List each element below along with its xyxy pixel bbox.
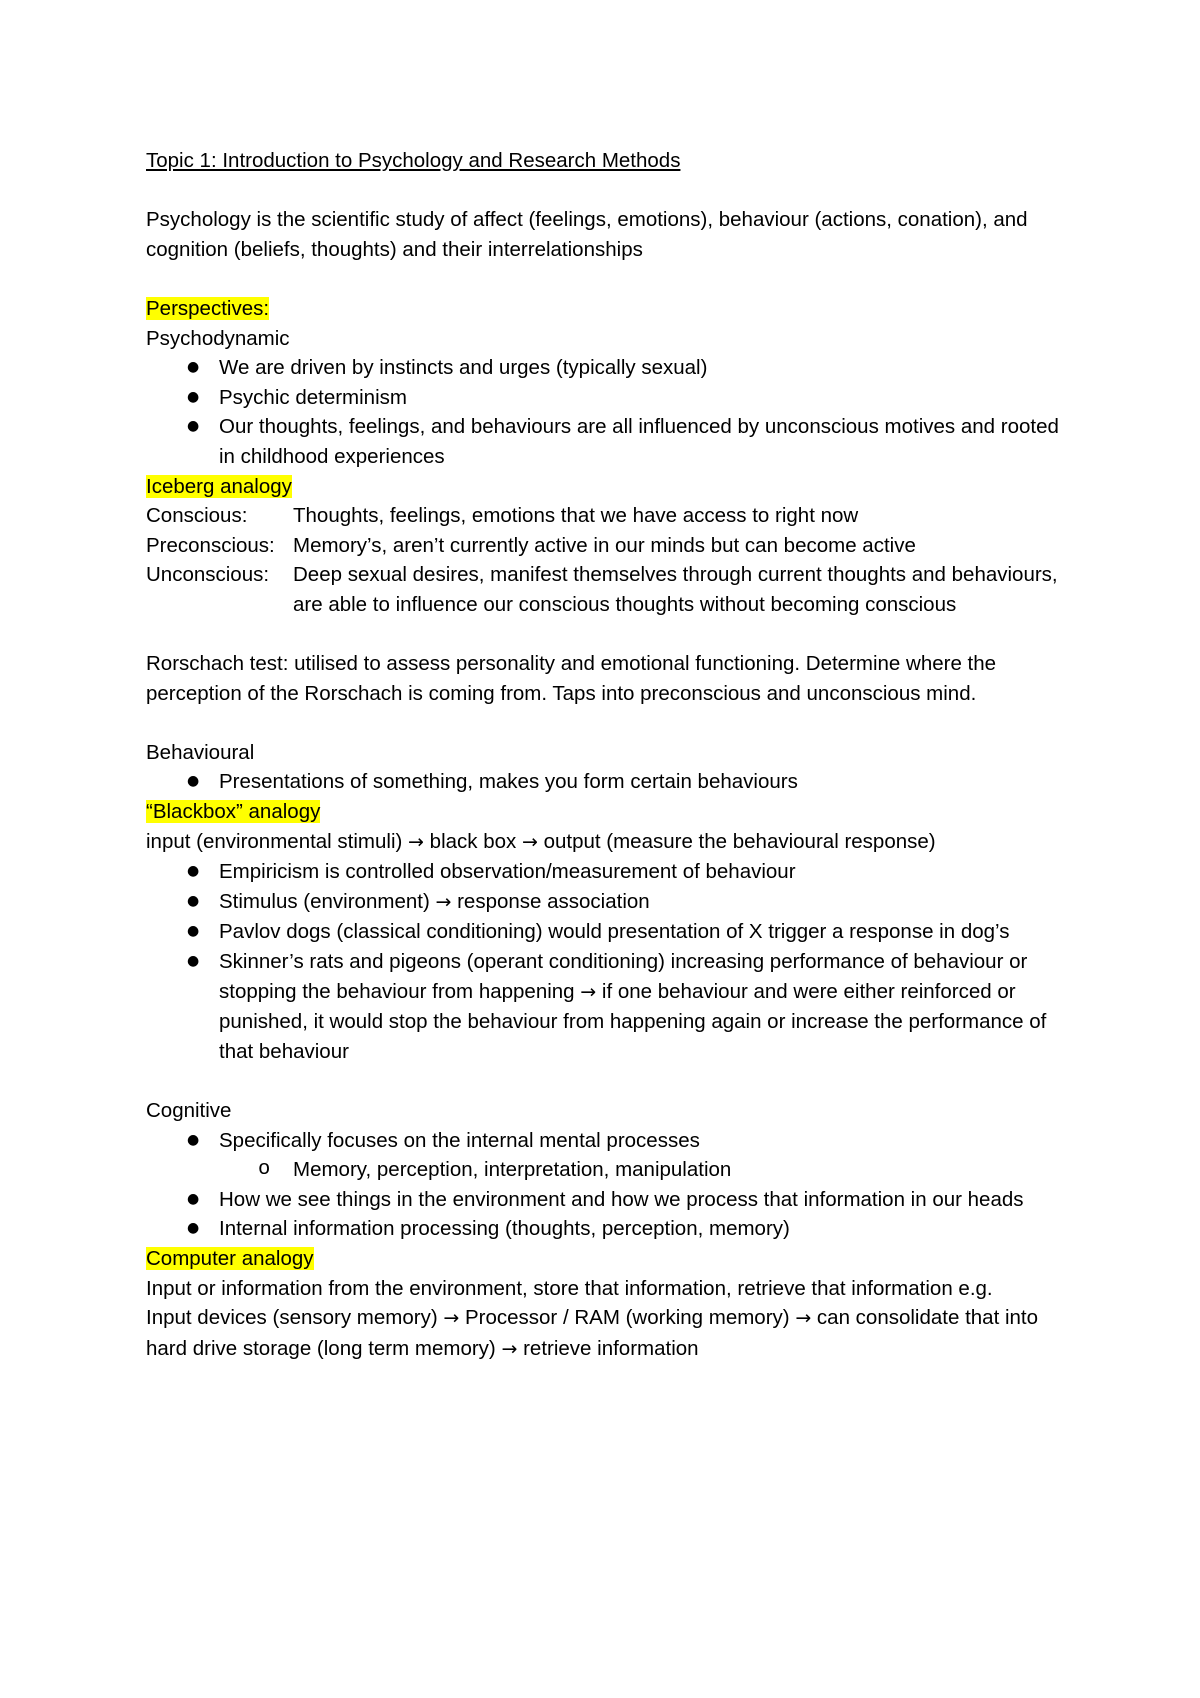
list-item: ● Internal information processing (thoughts, perception, memory) [146, 1214, 1076, 1244]
blackbox-analogy-heading: “Blackbox” analogy [146, 800, 321, 824]
arrow-right-icon: → [443, 1307, 460, 1330]
level-term: Conscious: [146, 504, 248, 528]
blackbox-io-line: input (environmental stimuli) → black box → output (measure the behavioural response) [146, 829, 936, 853]
level-row-unconscious [146, 560, 1076, 619]
arrow-right-icon: → [435, 890, 452, 913]
computer-analogy-heading: Computer analogy [146, 1246, 314, 1270]
behavioural-heading: Behavioural [146, 740, 255, 764]
intro-paragraph: Psychology is the scientific study of affect (feelings, emotions), behaviour (actions, conation), and cognition (beliefs, thoughts) and their interrelationships [146, 208, 1028, 261]
rorschach-paragraph: Rorschach test: utilised to assess personality and emotional functioning. Determine where the perception of the Rorschach is coming from. Taps into preconscious and unconscious mind. [146, 652, 997, 705]
psychodynamic-heading: Psychodynamic [146, 326, 290, 350]
list-item: ● Specifically focuses on the internal mental processes o Memory, perception, interpretation, manipulation [146, 1126, 1076, 1185]
level-definition: Memory’s, aren’t currently active in our minds but can become active [293, 533, 916, 557]
computer-paragraph-2: Input devices (sensory memory) → Processor / RAM (working memory) → can consolidate that into hard drive storage (long term memory) → retrieve information [146, 1306, 1039, 1360]
cognitive-bullets [146, 1126, 1076, 1244]
level-row-conscious [146, 501, 1076, 531]
sub-list [146, 1155, 1076, 1185]
arrow-right-icon: → [408, 830, 424, 853]
list-item: ● We are driven by instincts and urges (typically sexual) [146, 353, 1076, 383]
arrow-right-icon: → [501, 1337, 518, 1360]
computer-paragraph-1: Input or information from the environment, store that information, retrieve that information e.g. [146, 1276, 993, 1300]
cognitive-heading: Cognitive [146, 1099, 232, 1122]
arrow-right-icon: → [580, 980, 597, 1003]
list-item: ● Empiricism is controlled observation/measurement of behaviour [146, 857, 1076, 887]
list-item: ● Presentations of something, makes you form certain behaviours [146, 767, 1076, 797]
perspectives-heading: Perspectives: [146, 296, 270, 320]
list-item: ● Our thoughts, feelings, and behaviours are all influenced by unconscious motives and rooted in childhood experiences [146, 412, 1076, 471]
page-title: Topic 1: Introduction to Psychology and Research Methods [146, 149, 681, 172]
list-item: ● How we see things in the environment and how we process that information in our heads [146, 1185, 1076, 1215]
document-body [146, 146, 1076, 1364]
list-item: ● Psychic determinism [146, 383, 1076, 413]
level-term: Preconscious: [146, 533, 275, 557]
iceberg-analogy-heading: Iceberg analogy [146, 474, 292, 498]
arrow-right-icon: → [795, 1307, 812, 1330]
behavioural-bullets-2 [146, 857, 1076, 1066]
level-definition: Deep sexual desires, manifest themselves through current thoughts and behaviours, are able to influence our conscious thoughts without becoming conscious [293, 563, 1058, 616]
list-item: ● Pavlov dogs (classical conditioning) would presentation of X trigger a response in dog’s [146, 917, 1076, 947]
list-item: ● Stimulus (environment) → response association [146, 887, 1076, 918]
level-row-preconscious [146, 531, 1076, 561]
psychodynamic-bullets [146, 353, 1076, 471]
level-term: Unconscious: [146, 563, 270, 587]
sub-list-item: o Memory, perception, interpretation, manipulation [146, 1155, 1076, 1185]
behavioural-bullets-1 [146, 767, 1076, 797]
arrow-right-icon: → [521, 830, 538, 853]
level-definition: Thoughts, feelings, emotions that we have access to right now [293, 504, 859, 528]
iceberg-levels [146, 501, 1076, 619]
list-item: ● Skinner’s rats and pigeons (operant conditioning) increasing performance of behaviour or stopping the behaviour from happening → if one behaviour and were either reinforced or punished, it would stop the behaviour from happening again or increase the performance of that behaviour [146, 947, 1076, 1066]
